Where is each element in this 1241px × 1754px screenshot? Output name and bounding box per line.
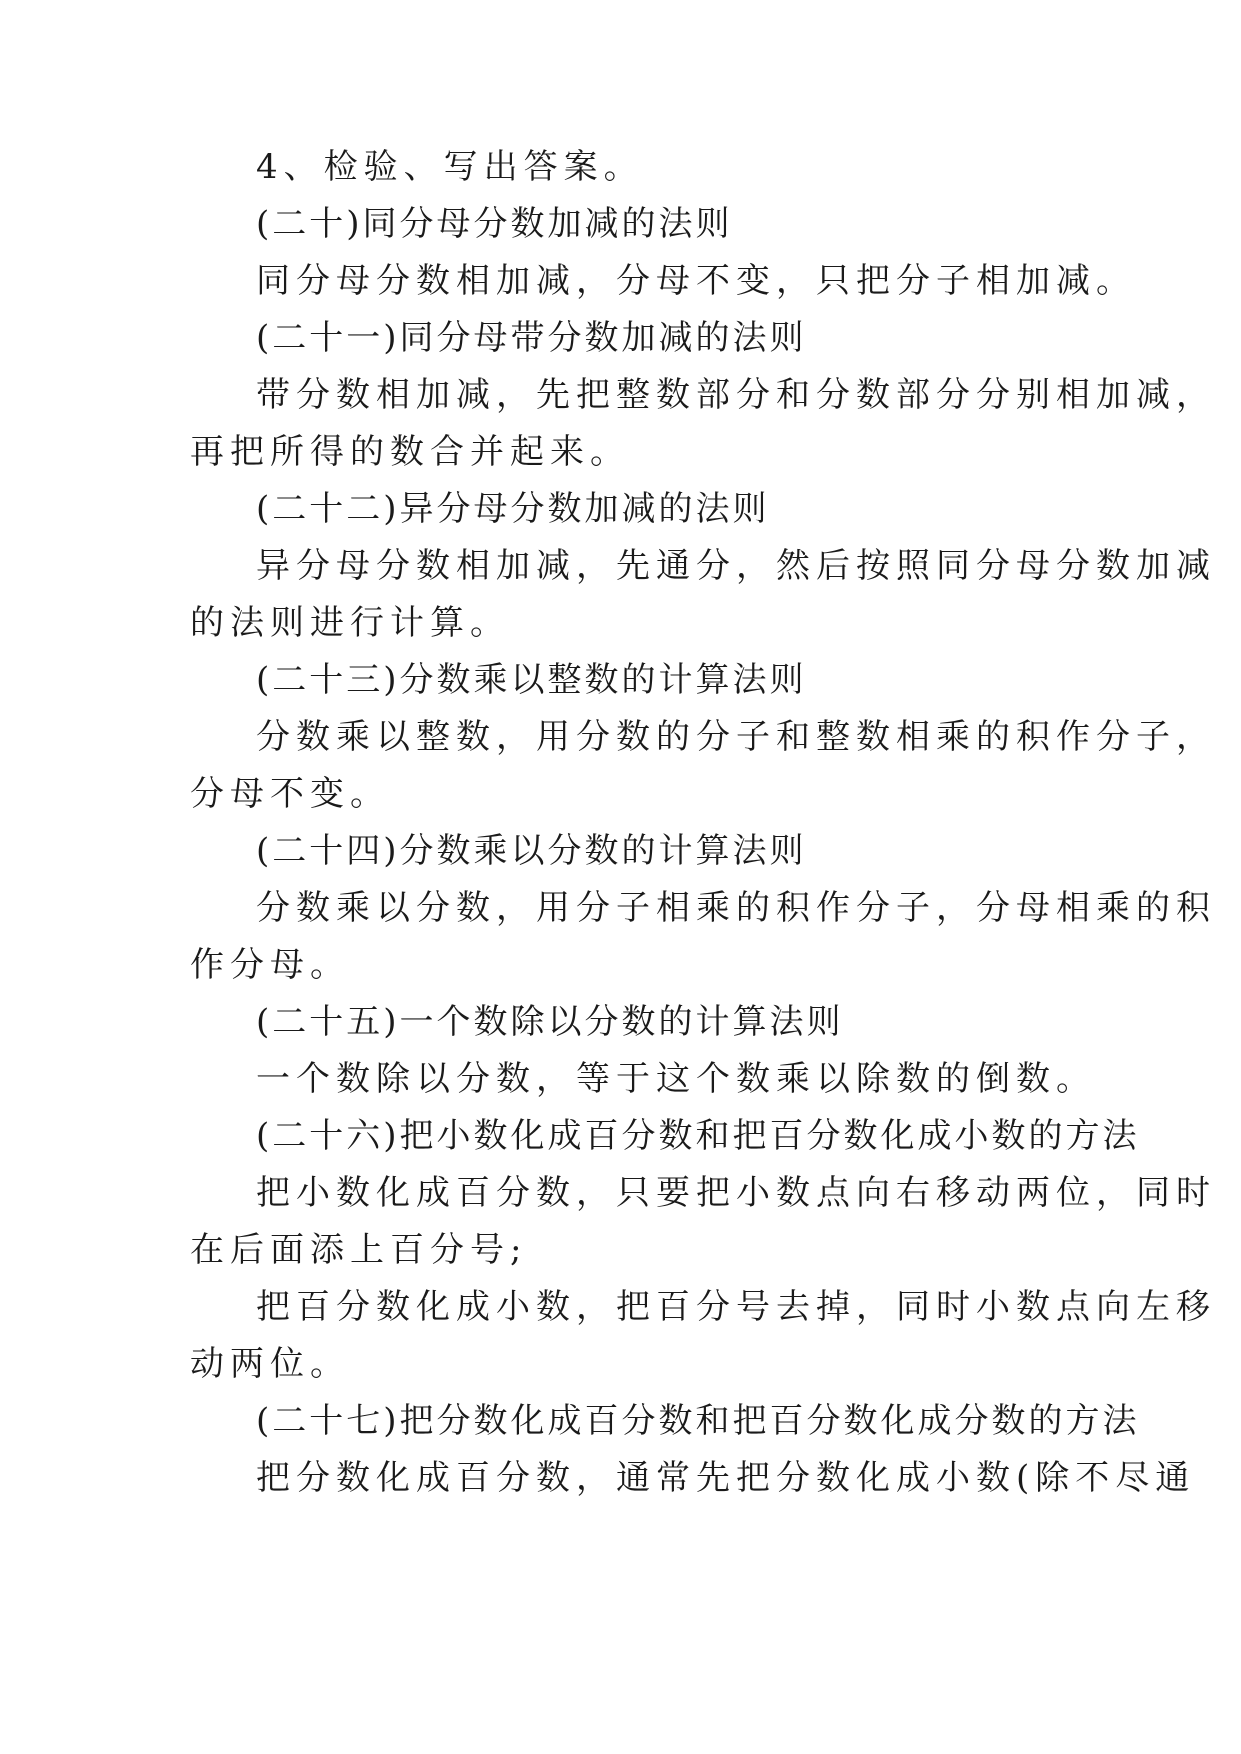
rule-27-text-line-1: 把分数化成百分数，通常先把分数化成小数(除不尽通 <box>256 1458 1196 1498</box>
rule-24-text-line-1: 分数乘以分数，用分子相乘的积作分子，分母相乘的积 <box>256 888 1216 928</box>
rule-20-text: 同分母分数相加减，分母不变，只把分子相加减。 <box>256 261 1136 301</box>
rule-23-text-line-2: 分母不变。 <box>190 774 390 814</box>
heading-23: (二十三)分数乘以整数的计算法则 <box>256 660 807 700</box>
heading-26: (二十六)把小数化成百分数和把百分数化成小数的方法 <box>256 1116 1140 1156</box>
rule-22-text-line-2: 的法则进行计算。 <box>190 603 510 643</box>
rule-26-text-line-2: 在后面添上百分号; <box>190 1230 528 1270</box>
rule-21-text-line-1: 带分数相加减，先把整数部分和分数部分分别相加减， <box>256 375 1216 415</box>
heading-20: (二十)同分母分数加减的法则 <box>256 204 733 244</box>
heading-25: (二十五)一个数除以分数的计算法则 <box>256 1002 844 1042</box>
rule-26-text-line-3: 把百分数化成小数，把百分号去掉，同时小数点向左移 <box>256 1287 1216 1327</box>
step-4-text: 4、检验、写出答案。 <box>256 147 644 187</box>
heading-27: (二十七)把分数化成百分数和把百分数化成分数的方法 <box>256 1401 1140 1441</box>
heading-24: (二十四)分数乘以分数的计算法则 <box>256 831 807 871</box>
rule-21-text-line-2: 再把所得的数合并起来。 <box>190 432 630 472</box>
rule-26-text-line-4: 动两位。 <box>190 1344 350 1384</box>
rule-26-text-line-1: 把小数化成百分数，只要把小数点向右移动两位，同时 <box>256 1173 1216 1213</box>
rule-24-text-line-2: 作分母。 <box>190 945 350 985</box>
heading-22: (二十二)异分母分数加减的法则 <box>256 489 770 529</box>
heading-21: (二十一)同分母带分数加减的法则 <box>256 318 807 358</box>
rule-22-text-line-1: 异分母分数相加减，先通分，然后按照同分母分数加减 <box>256 546 1216 586</box>
rule-23-text-line-1: 分数乘以整数，用分数的分子和整数相乘的积作分子， <box>256 717 1216 757</box>
rule-25-text: 一个数除以分数，等于这个数乘以除数的倒数。 <box>256 1059 1096 1099</box>
